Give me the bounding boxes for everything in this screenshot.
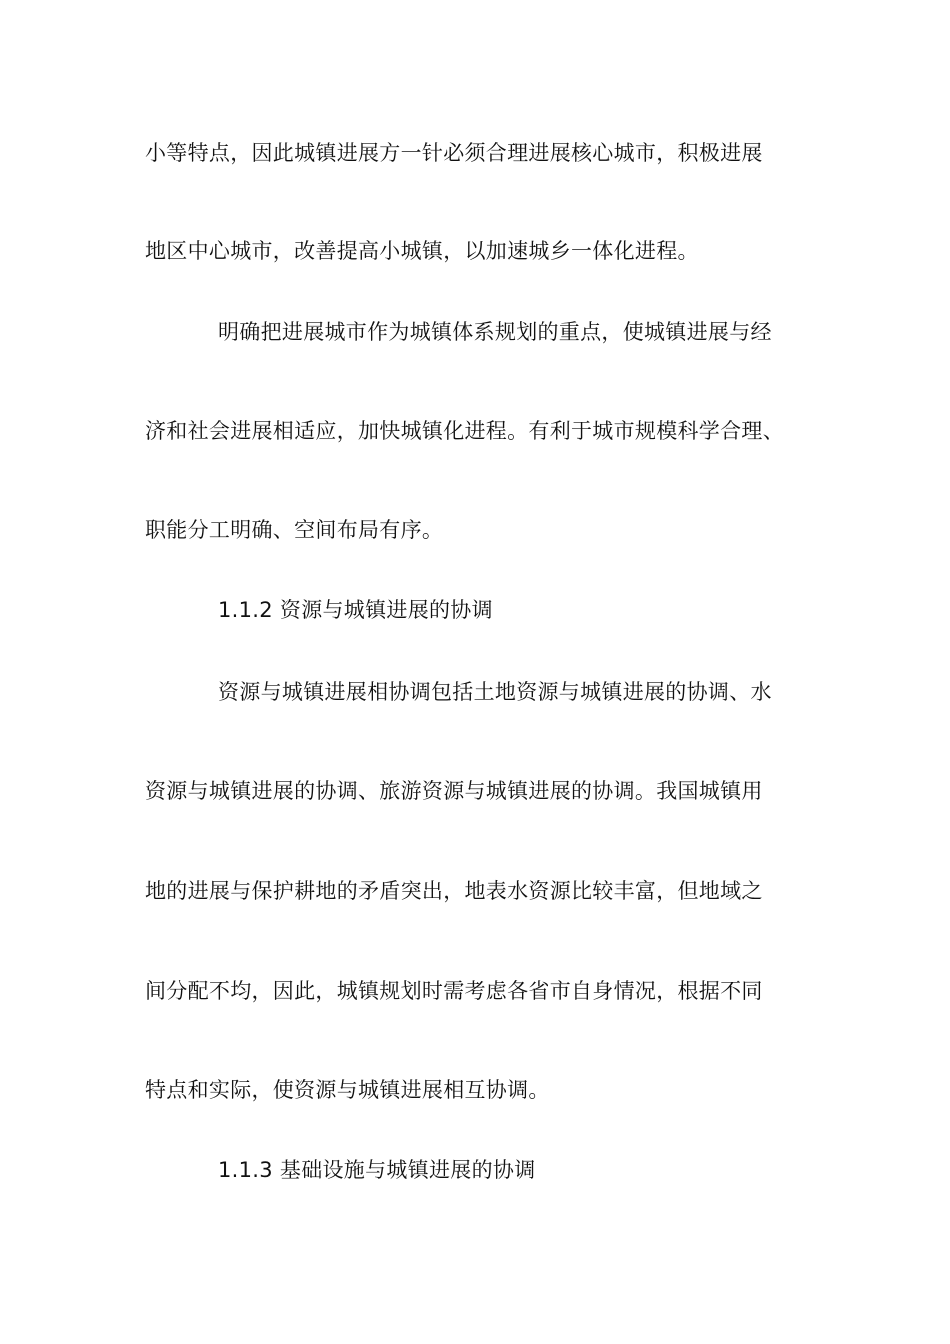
paragraph-line: 地的进展与保护耕地的矛盾突出，地表水资源比较丰富，但地域之 — [145, 879, 763, 903]
paragraph-line: 济和社会进展相适应，加快城镇化进程。有利于城市规模科学合理、 — [145, 419, 784, 443]
section-heading: 1.1.3 基础设施与城镇进展的协调 — [218, 1158, 536, 1182]
paragraph-line: 间分配不均，因此，城镇规划时需考虑各省市自身情况，根据不同 — [145, 979, 763, 1003]
paragraph-line: 地区中心城市，改善提高小城镇，以加速城乡一体化进程。 — [145, 239, 699, 263]
section-heading: 1.1.2 资源与城镇进展的协调 — [218, 598, 493, 622]
paragraph-line: 小等特点，因此城镇进展方一针必须合理进展核心城市，积极进展 — [145, 141, 763, 165]
paragraph-line: 职能分工明确、空间布局有序。 — [145, 518, 444, 542]
paragraph-line: 明确把进展城市作为城镇体系规划的重点，使城镇进展与经 — [218, 320, 772, 344]
paragraph-line: 特点和实际，使资源与城镇进展相互协调。 — [145, 1078, 550, 1102]
paragraph-line: 资源与城镇进展相协调包括土地资源与城镇进展的协调、水 — [218, 680, 772, 704]
paragraph-line: 资源与城镇进展的协调、旅游资源与城镇进展的协调。我国城镇用 — [145, 779, 763, 803]
